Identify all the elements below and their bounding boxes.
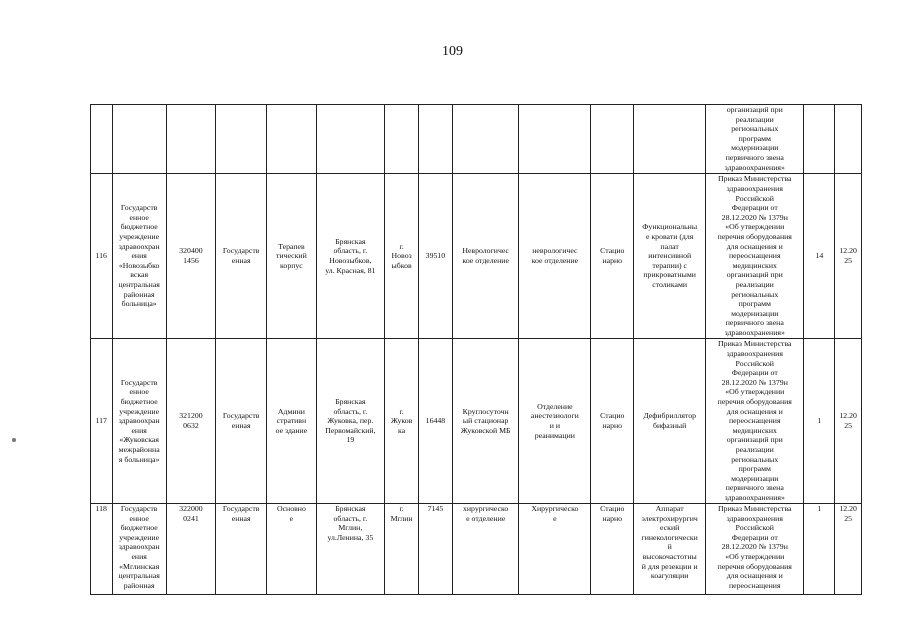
cell-code: [166, 105, 215, 174]
table-row: [91, 339, 862, 504]
cell-value: 1: [817, 416, 822, 426]
cell-address: [316, 174, 385, 339]
cell-line: 19: [346, 435, 355, 445]
cell-line: перечня оборудования: [717, 397, 792, 407]
cell-line: Неврологичес: [462, 246, 509, 256]
cell-date: [835, 105, 862, 174]
cell-line: Отделение: [537, 401, 573, 411]
page-number: 109: [442, 44, 463, 59]
cell-code: [166, 339, 215, 504]
cell-line: ения: [131, 425, 147, 435]
cell-line: модернизации: [731, 308, 779, 318]
cell-line: здравоохранения»: [724, 327, 785, 337]
cell-line: ул.Ленина, 35: [327, 532, 374, 542]
cell-postcode: [419, 105, 453, 174]
cell-postcode: [419, 174, 453, 339]
cell-line: переоснащения: [728, 251, 781, 261]
cell-line: модернизации: [731, 143, 779, 153]
cell-line: районная: [123, 580, 155, 590]
cell-line: г.: [399, 504, 404, 513]
cell-line: нарно: [602, 513, 623, 523]
cell-line: Жуковка, пер.: [327, 416, 374, 426]
cell-line: 12.20: [839, 504, 857, 513]
cell-line: область, г.: [333, 406, 368, 416]
cell-line: региональных: [731, 124, 779, 134]
cell-line: Новоз: [391, 251, 412, 261]
cell-document: [706, 174, 804, 339]
cell-line: й для резекции и: [641, 561, 698, 571]
cell-date: [835, 339, 862, 504]
cell-line: здравоохранения»: [724, 162, 785, 172]
cell-profile: [519, 339, 591, 504]
cell-line: здравоохран: [118, 416, 160, 426]
cell-line: для оснащения и: [726, 571, 783, 581]
cell-line: первичного звена: [725, 483, 784, 493]
cell-line: региональных: [731, 289, 779, 299]
cell-equipment: [634, 105, 706, 174]
cell-line: Брянская: [335, 504, 366, 513]
cell-line: ый стационар: [462, 416, 509, 426]
cell-quantity: [804, 174, 835, 339]
cell-address: [316, 504, 385, 595]
cell-profile: [519, 105, 591, 174]
cell-code: [166, 504, 215, 595]
cell-line: «Мглинская: [119, 561, 160, 571]
cell-value: 14: [815, 251, 824, 261]
cell-line: енная: [231, 421, 251, 430]
cell-line: перечня оборудования: [717, 232, 792, 242]
cell-city: [385, 339, 419, 504]
cell-document: [706, 339, 804, 504]
cell-line: енная: [231, 513, 251, 523]
cell-line: 1456: [183, 256, 199, 265]
cell-equipment: [634, 339, 706, 504]
cell-line: первичного звена: [725, 152, 784, 162]
cell-value: 39510: [425, 251, 446, 261]
cell-value: 118: [95, 504, 107, 513]
cell-department: [452, 105, 519, 174]
cell-line: ыбков: [391, 260, 412, 270]
cell-ownership: [216, 174, 267, 339]
cell-code: [166, 174, 215, 339]
cell-line: интенсивной: [648, 251, 692, 261]
cell-line: ое здание: [275, 425, 308, 435]
cell-line: ул. Красная, 81: [325, 265, 376, 275]
cell-line: неврологичес: [532, 246, 578, 256]
cell-care-type: [591, 339, 634, 504]
cell-line: учреждение: [119, 232, 160, 242]
cell-line: Государств: [222, 246, 260, 256]
cell-institution: [112, 504, 166, 595]
cell-line: региональных: [731, 454, 779, 464]
table-row: [91, 504, 862, 595]
cell-line: Федерации от: [731, 532, 778, 542]
cell-quantity: [804, 105, 835, 174]
cell-line: бюджетное: [120, 523, 158, 533]
cell-line: енная: [231, 256, 251, 265]
cell-line: реализации: [735, 444, 774, 454]
cell-line: енное: [129, 387, 149, 397]
cell-line: модернизации: [731, 473, 779, 483]
cell-institution: [112, 339, 166, 504]
cell-line: Российской: [735, 358, 774, 368]
cell-line: электрохирургич: [641, 513, 698, 523]
cell-line: Российской: [735, 193, 774, 203]
cell-line: центральная: [118, 279, 160, 289]
cell-quantity: [804, 504, 835, 595]
cell-line: Функциональны: [642, 222, 698, 232]
cell-department: [452, 174, 519, 339]
cell-line: здравоохран: [118, 542, 160, 552]
cell-building: [267, 105, 316, 174]
cell-line: й: [667, 542, 672, 552]
cell-line: медицинских: [732, 260, 777, 270]
scan-dot-mark: [12, 438, 16, 442]
cell-line: Федерации от: [731, 368, 778, 378]
table-body: [91, 105, 862, 595]
cell-line: область, г.: [333, 246, 368, 256]
cell-line: «Новозыбко: [118, 260, 160, 270]
cell-line: реализации: [735, 114, 774, 124]
cell-line: здравоохранения»: [724, 492, 785, 502]
cell-num: [91, 174, 113, 339]
cell-date: [835, 504, 862, 595]
cell-line: г.: [399, 406, 404, 416]
cell-line: ения: [131, 251, 147, 261]
cell-line: палат: [660, 241, 679, 251]
cell-line: Российской: [735, 523, 774, 533]
cell-line: учреждение: [119, 406, 160, 416]
cell-line: программ: [738, 464, 771, 474]
cell-line: центральная: [118, 571, 160, 581]
cell-line: Аппарат: [655, 504, 684, 513]
cell-quantity: [804, 339, 835, 504]
cell-line: «Об утверждении: [725, 387, 785, 397]
cell-line: «Об утверждении: [725, 551, 785, 561]
table-row-continuation: [91, 105, 862, 174]
cell-city: [385, 105, 419, 174]
cell-line: Жуковской МБ: [460, 425, 511, 435]
cell-line: 25: [844, 256, 853, 265]
cell-line: я больница»: [118, 454, 160, 464]
cell-line: вская: [130, 270, 149, 280]
cell-line: г.: [399, 241, 404, 251]
cell-line: еский: [660, 523, 680, 533]
cell-line: программ: [738, 133, 771, 143]
cell-line: Дефибриллятор: [643, 411, 697, 421]
cell-line: организаций при: [726, 435, 783, 445]
cell-building: [267, 339, 316, 504]
cell-line: ения: [131, 551, 147, 561]
table-row: [91, 174, 862, 339]
cell-line: бюджетное: [120, 222, 158, 232]
cell-line: Федерации от: [731, 203, 778, 213]
cell-date: [835, 174, 862, 339]
cell-city: [385, 504, 419, 595]
cell-line: и и: [549, 421, 561, 430]
cell-department: [452, 504, 519, 595]
cell-line: Первомайский,: [325, 425, 376, 435]
cell-value: 117: [95, 416, 107, 426]
cell-line: 28.12.2020 № 1379н: [721, 542, 788, 552]
cell-line: прикроватными: [643, 270, 696, 280]
cell-line: 12.20: [839, 246, 857, 256]
cell-ownership: [216, 504, 267, 595]
cell-line: Приказ Министерства: [718, 339, 792, 349]
cell-line: для оснащения и: [726, 241, 783, 251]
cell-ownership: [216, 105, 267, 174]
cell-value: 16448: [425, 416, 446, 426]
cell-equipment: [634, 504, 706, 595]
cell-line: терапии) с: [652, 260, 687, 270]
cell-address: [316, 105, 385, 174]
cell-value: 116: [95, 251, 107, 261]
cell-line: Терапев: [278, 241, 305, 251]
cell-line: ка: [398, 425, 406, 435]
cell-equipment: [634, 174, 706, 339]
cell-postcode: [419, 339, 453, 504]
cell-line: здравоохран: [118, 241, 160, 251]
cell-ownership: [216, 339, 267, 504]
cell-num: [91, 504, 113, 595]
cell-line: Круглосуточн: [462, 406, 509, 416]
cell-line: первичного звена: [725, 318, 784, 328]
equipment-register-table: [90, 104, 862, 595]
cell-line: 0241: [183, 513, 199, 523]
cell-line: для оснащения и: [726, 406, 783, 416]
cell-line: организаций при: [726, 105, 783, 114]
cell-line: Основно: [276, 504, 306, 513]
cell-line: переоснащения: [728, 416, 781, 426]
cell-line: область, г.: [333, 513, 368, 523]
cell-line: больница»: [121, 299, 157, 309]
cell-line: коагуляции: [650, 571, 689, 581]
cell-document: [706, 504, 804, 595]
cell-line: здравоохранения: [726, 184, 783, 194]
cell-line: нарно: [602, 256, 623, 265]
cell-line: енное: [129, 513, 149, 523]
cell-line: переоснащения: [728, 580, 781, 590]
cell-profile: [519, 174, 591, 339]
cell-line: Мглин,: [338, 523, 363, 533]
cell-city: [385, 174, 419, 339]
cell-line: Государств: [120, 203, 158, 213]
cell-value: 7145: [427, 504, 444, 513]
cell-line: 12.20: [839, 411, 857, 421]
cell-line: нарно: [602, 421, 623, 430]
cell-line: стративн: [276, 416, 307, 426]
cell-institution: [112, 174, 166, 339]
cell-line: районная: [123, 289, 155, 299]
cell-line: Приказ Министерства: [718, 504, 792, 513]
cell-line: е отделение: [466, 513, 506, 523]
cell-line: Стацио: [600, 411, 625, 421]
cell-line: Государств: [120, 504, 158, 513]
cell-line: межрайонна: [118, 444, 160, 454]
cell-line: 28.12.2020 № 1379н: [721, 377, 788, 387]
cell-line: кое отделение: [531, 256, 579, 265]
cell-line: 0632: [183, 421, 199, 430]
cell-value: 1: [817, 504, 822, 513]
cell-institution: [112, 105, 166, 174]
cell-line: Хирургическо: [531, 504, 579, 513]
cell-line: перечня оборудования: [717, 561, 792, 571]
cell-line: Жуков: [390, 416, 413, 426]
cell-line: организаций при: [726, 270, 783, 280]
cell-line: 25: [844, 513, 853, 523]
cell-line: Стацио: [600, 504, 625, 513]
cell-line: 25: [844, 421, 853, 430]
cell-line: 321200: [179, 411, 203, 421]
cell-care-type: [591, 174, 634, 339]
cell-line: медицинских: [732, 425, 777, 435]
cell-line: анестезиологи: [530, 411, 579, 421]
cell-building: [267, 504, 316, 595]
cell-line: «Жуковская: [119, 435, 159, 445]
cell-line: тический: [276, 251, 307, 261]
cell-line: Брянская: [335, 397, 366, 407]
cell-num: [91, 105, 113, 174]
cell-line: Новозыбков,: [329, 256, 372, 265]
cell-line: хирургическо: [462, 504, 509, 513]
cell-line: столиками: [652, 279, 688, 289]
cell-line: Приказ Министерства: [718, 174, 792, 184]
cell-line: е кровати (для: [645, 232, 694, 242]
cell-line: Брянская: [335, 236, 366, 246]
cell-line: «Об утверждении: [725, 222, 785, 232]
cell-document: [706, 105, 804, 174]
cell-line: здравоохранения: [726, 349, 783, 359]
cell-building: [267, 174, 316, 339]
cell-line: Государств: [222, 411, 260, 421]
cell-line: 320400: [179, 246, 203, 256]
cell-num: [91, 339, 113, 504]
cell-line: Стацио: [600, 246, 625, 256]
cell-line: енное: [129, 212, 149, 222]
cell-department: [452, 339, 519, 504]
cell-line: Мглин: [390, 513, 413, 523]
cell-line: гинекологически: [641, 532, 698, 542]
cell-line: здравоохранения: [726, 513, 783, 523]
cell-line: бифазный: [653, 421, 687, 430]
cell-care-type: [591, 504, 634, 595]
cell-postcode: [419, 504, 453, 595]
cell-line: е: [553, 513, 557, 523]
cell-line: бюджетное: [120, 397, 158, 407]
cell-line: высокочастотны: [642, 551, 697, 561]
cell-line: кое отделение: [462, 256, 509, 265]
cell-line: Государств: [222, 504, 260, 513]
cell-line: реализации: [735, 279, 774, 289]
cell-line: программ: [738, 299, 771, 309]
cell-profile: [519, 504, 591, 595]
cell-line: 322000: [179, 504, 203, 513]
cell-line: е: [289, 513, 294, 523]
cell-line: Админи: [277, 406, 305, 416]
cell-care-type: [591, 105, 634, 174]
cell-line: учреждение: [119, 532, 160, 542]
cell-line: реанимации: [534, 430, 575, 440]
cell-line: корпус: [280, 260, 303, 270]
cell-address: [316, 339, 385, 504]
cell-line: Государств: [120, 377, 158, 387]
cell-line: 28.12.2020 № 1379н: [721, 212, 788, 222]
